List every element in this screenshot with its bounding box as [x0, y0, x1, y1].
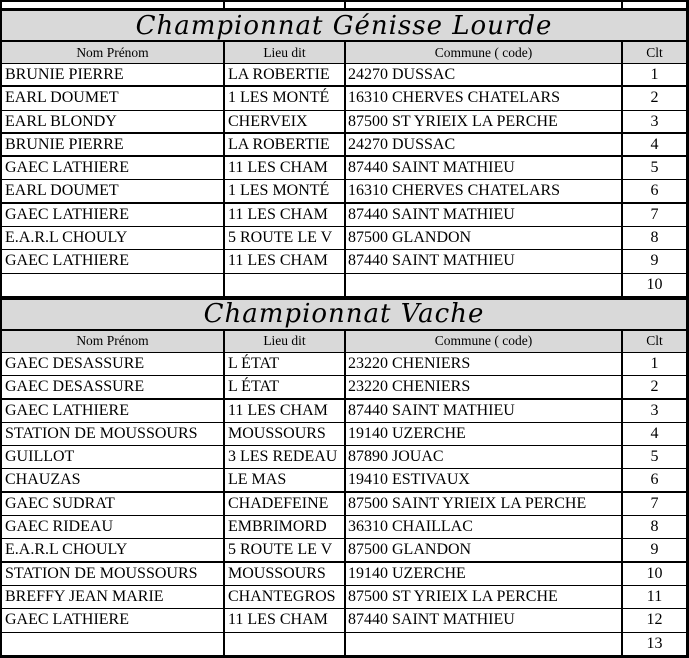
cell-nom-prenom: GAEC LATHIERE [2, 400, 225, 422]
cell-clt: 3 [650, 401, 659, 419]
cell-commune: 87440 SAINT MATHIEU [346, 400, 623, 422]
cell-nom-prenom: GUILLOT [2, 446, 225, 468]
cell-clt: 11 [646, 587, 663, 605]
table-row [2, 633, 686, 656]
cell-commune: 87500 GLANDON [346, 227, 623, 249]
column-header-commune: Commune ( code) [346, 42, 623, 63]
cell-lieu-dit: L ÉTAT [225, 353, 346, 375]
cell-clt: 9 [650, 252, 659, 270]
cell-nom-prenom: STATION DE MOUSSOURS [2, 423, 225, 445]
cell-commune: 87440 SAINT MATHIEU [346, 204, 623, 226]
fragment-cell [2, 2, 225, 8]
column-header-lieu-dit: Lieu dit [225, 42, 346, 63]
table-row [2, 539, 686, 562]
cell-clt: 2 [650, 378, 659, 396]
cell-lieu-dit: 5 ROUTE LE V [225, 227, 346, 249]
cell-nom-prenom [2, 633, 225, 655]
table-row [2, 274, 686, 297]
cell-nom-prenom: GAEC DESASSURE [2, 353, 225, 375]
cell-clt: 1 [650, 66, 659, 83]
cell-clt: 13 [646, 634, 663, 652]
cell-commune: 87440 SAINT MATHIEU [346, 250, 623, 272]
cell-lieu-dit: CHANTEGROS [225, 586, 346, 608]
cell-nom-prenom: GAEC RIDEAU [2, 516, 225, 538]
cell-clt: 8 [650, 518, 659, 536]
cell-commune: 19410 ESTIVAUX [346, 469, 623, 490]
cell-lieu-dit: 11 LES CHAM [225, 609, 346, 631]
section-title: Championnat Génisse Lourde [135, 10, 553, 41]
cell-clt: 7 [650, 205, 659, 223]
cell-clt: 4 [650, 424, 659, 442]
cell-nom-prenom: BRUNIE PIERRE [2, 64, 225, 85]
table-row [2, 87, 686, 110]
cell-commune: 87500 ST YRIEIX LA PERCHE [346, 586, 623, 608]
column-header-nom-prenom: Nom Prénom [2, 42, 225, 63]
cell-clt: 12 [646, 611, 663, 629]
cell-nom-prenom: GAEC LATHIERE [2, 250, 225, 272]
cell-clt: 7 [650, 494, 659, 512]
table-row [2, 157, 686, 180]
table-row [2, 446, 686, 469]
cell-clt: 10 [646, 275, 663, 293]
cell-nom-prenom: GAEC SUDRAT [2, 493, 225, 515]
cell-nom-prenom: BREFFY JEAN MARIE [2, 586, 225, 608]
cell-nom-prenom: STATION DE MOUSSOURS [2, 563, 225, 585]
table-row [2, 586, 686, 609]
cell-lieu-dit: CHERVEIX [225, 111, 346, 132]
cell-clt: 8 [650, 229, 659, 247]
cell-commune: 87440 SAINT MATHIEU [346, 609, 623, 631]
section-vache [2, 297, 686, 656]
cell-lieu-dit: EMBRIMORD [225, 516, 346, 538]
cell-lieu-dit: 11 LES CHAM [225, 400, 346, 422]
table-row [2, 353, 686, 376]
table-row [2, 423, 686, 446]
cell-commune: 36310 CHAILLAC [346, 516, 623, 538]
cell-clt: 4 [650, 135, 659, 153]
cell-commune: 87500 ST YRIEIX LA PERCHE [346, 111, 623, 132]
cell-lieu-dit: 5 ROUTE LE V [225, 539, 346, 560]
table-header-row [2, 42, 686, 64]
cell-clt: 9 [650, 541, 659, 559]
table-row [2, 64, 686, 87]
cell-commune: 19140 UZERCHE [346, 423, 623, 445]
section-title-band [2, 8, 686, 42]
cell-commune: 87500 GLANDON [346, 539, 623, 560]
fragment-cell [623, 2, 686, 8]
cell-clt: 1 [650, 354, 659, 372]
cell-lieu-dit: 3 LES REDEAU [225, 446, 346, 468]
table-row [2, 111, 686, 134]
cell-commune: 19140 UZERCHE [346, 563, 623, 585]
cell-nom-prenom: GAEC DESASSURE [2, 376, 225, 397]
table-row [2, 376, 686, 399]
cell-lieu-dit: 11 LES CHAM [225, 204, 346, 226]
cell-nom-prenom: EARL DOUMET [2, 87, 225, 109]
cell-commune: 16310 CHERVES CHATELARS [346, 180, 623, 201]
previous-table-fragment [2, 0, 686, 8]
cell-clt: 10 [646, 564, 663, 582]
cell-nom-prenom: EARL BLONDY [2, 111, 225, 132]
cell-lieu-dit: L ÉTAT [225, 376, 346, 397]
cell-lieu-dit: 11 LES CHAM [225, 157, 346, 179]
table-row [2, 400, 686, 423]
cell-commune: 23220 CHENIERS [346, 353, 623, 375]
table-row [2, 563, 686, 586]
cell-commune: 24270 DUSSAC [346, 134, 623, 155]
cell-clt: 5 [650, 159, 659, 177]
table-row [2, 516, 686, 539]
cell-nom-prenom: EARL DOUMET [2, 180, 225, 201]
table-row [2, 204, 686, 227]
cell-lieu-dit: 11 LES CHAM [225, 250, 346, 272]
cell-nom-prenom: E.A.R.L CHOULY [2, 227, 225, 249]
table-row [2, 469, 686, 492]
cell-commune: 87890 JOUAC [346, 446, 623, 468]
section-title-band [2, 297, 686, 331]
column-header-clt: Clt [646, 333, 663, 349]
table-header-row [2, 331, 686, 353]
cell-clt: 5 [650, 448, 659, 466]
cell-nom-prenom: BRUNIE PIERRE [2, 134, 225, 155]
cell-clt: 2 [650, 89, 659, 107]
cell-nom-prenom: GAEC LATHIERE [2, 157, 225, 179]
table-row [2, 227, 686, 250]
cell-clt: 6 [650, 182, 659, 200]
cell-commune: 87500 SAINT YRIEIX LA PERCHE [346, 493, 623, 515]
column-header-lieu-dit: Lieu dit [225, 331, 346, 352]
cell-nom-prenom: GAEC LATHIERE [2, 609, 225, 631]
cell-lieu-dit: LA ROBERTIE [225, 134, 346, 155]
column-header-commune: Commune ( code) [346, 331, 623, 352]
cell-commune [346, 274, 623, 296]
cell-lieu-dit: MOUSSOURS [225, 563, 346, 585]
table-row [2, 609, 686, 632]
column-header-nom-prenom: Nom Prénom [2, 331, 225, 352]
cell-lieu-dit: CHADEFEINE [225, 493, 346, 515]
table-row [2, 180, 686, 203]
cell-nom-prenom: GAEC LATHIERE [2, 204, 225, 226]
fragment-cell [225, 2, 346, 8]
table-body-vache [2, 353, 686, 656]
cell-lieu-dit: LA ROBERTIE [225, 64, 346, 85]
cell-lieu-dit: LE MAS [225, 469, 346, 490]
cell-commune: 87440 SAINT MATHIEU [346, 157, 623, 179]
cell-lieu-dit: 1 LES MONTÉ [225, 87, 346, 109]
cell-commune: 23220 CHENIERS [346, 376, 623, 397]
cell-clt: 3 [650, 112, 659, 130]
cell-nom-prenom: CHAUZAS [2, 469, 225, 490]
cell-nom-prenom: E.A.R.L CHOULY [2, 539, 225, 560]
section-genisse-lourde [2, 8, 686, 297]
cell-commune: 16310 CHERVES CHATELARS [346, 87, 623, 109]
section-title: Championnat Vache [203, 299, 485, 330]
cell-lieu-dit: 1 LES MONTÉ [225, 180, 346, 201]
fragment-cell [346, 2, 623, 8]
cell-lieu-dit [225, 633, 346, 655]
column-header-clt: Clt [646, 44, 663, 60]
cell-lieu-dit: MOUSSOURS [225, 423, 346, 445]
cell-lieu-dit [225, 274, 346, 296]
cell-nom-prenom [2, 274, 225, 296]
table-row [2, 493, 686, 516]
table-row [2, 250, 686, 273]
cell-commune [346, 633, 623, 655]
table-row [2, 134, 686, 157]
cell-commune: 24270 DUSSAC [346, 64, 623, 85]
table-body-genisse-lourde [2, 64, 686, 297]
cell-clt: 6 [650, 471, 659, 489]
